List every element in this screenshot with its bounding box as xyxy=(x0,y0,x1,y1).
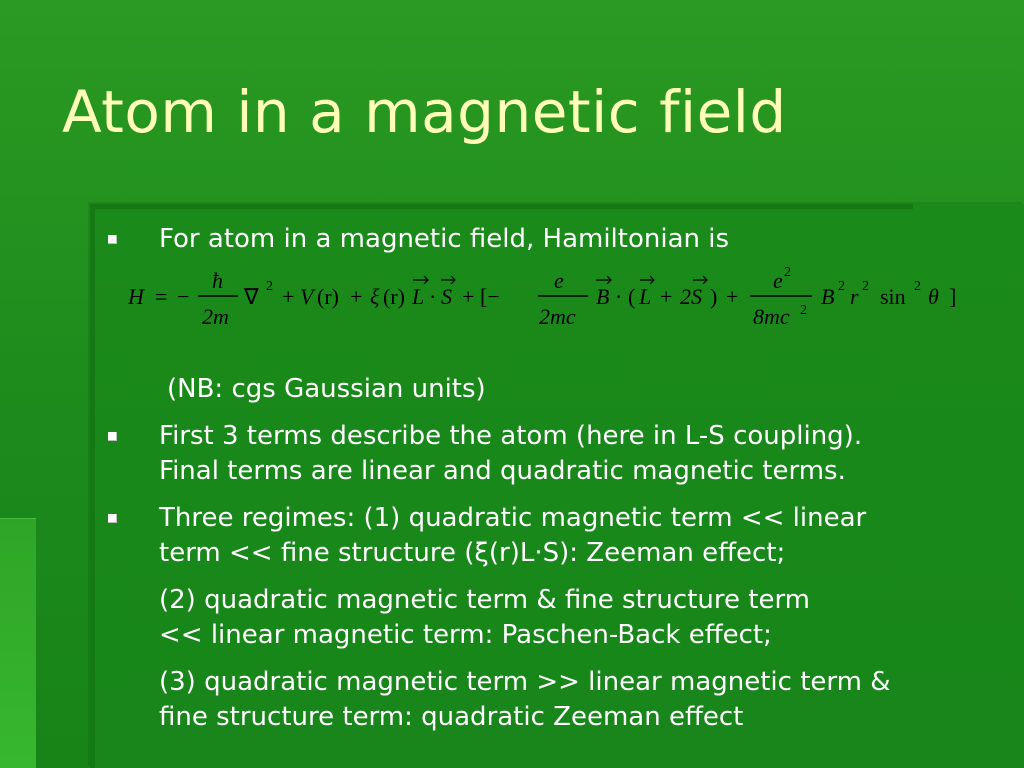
eq-plus-4: + xyxy=(660,284,673,309)
square-bullet-icon xyxy=(108,235,117,244)
eq-L-2: L xyxy=(639,284,652,309)
eq-r-2: (r) xyxy=(383,284,405,309)
eq-nabla: ∇ xyxy=(244,284,259,309)
square-bullet-icon xyxy=(108,514,117,523)
eq-paren-close: ) xyxy=(710,284,718,309)
bullet-text-regime-1-line-1: Three regimes: (1) quadratic magnetic term << linear xyxy=(159,503,867,533)
bullet-text-terms-line-2: Final terms are linear and quadratic magnetic terms. xyxy=(159,456,846,486)
bullet-text-terms-line-1: First 3 terms describe the atom (here in L-S coupling). xyxy=(159,421,863,451)
eq-plus-5: + xyxy=(726,284,739,309)
vector-arrow-icon xyxy=(640,276,654,284)
eq-B-sup: 2 xyxy=(838,279,845,294)
eq-2mc: 2mc xyxy=(539,304,576,329)
eq-r-3: r xyxy=(850,284,859,309)
eq-minus: − xyxy=(177,284,190,309)
eq-r-sup: 2 xyxy=(862,279,869,294)
eq-dot-2: · xyxy=(615,284,623,309)
eq-dot-1: · xyxy=(429,284,437,309)
eq-theta: θ xyxy=(928,284,939,309)
regime-2-line-2: << linear magnetic term: Paschen-Back effect; xyxy=(159,620,772,650)
eq-hbar: ħ xyxy=(212,268,223,293)
eq-B-1: B xyxy=(596,284,610,309)
eq-H: H xyxy=(128,284,144,309)
eq-sin-sup: 2 xyxy=(914,279,921,294)
eq-e-2: e xyxy=(773,268,783,293)
slide-title: Atom in a magnetic field xyxy=(62,78,787,146)
decorative-panel-left xyxy=(0,518,36,768)
eq-2S: 2S xyxy=(680,284,702,309)
vector-arrow-icon xyxy=(693,276,707,284)
equation-svg xyxy=(128,266,968,334)
eq-paren-open: ( xyxy=(628,284,636,309)
eq-mc-sup: 2 xyxy=(800,303,807,318)
eq-B-2: B xyxy=(821,284,835,309)
eq-plus-2: + xyxy=(350,284,363,309)
eq-equals: = xyxy=(155,284,168,309)
content-left-border xyxy=(90,204,95,768)
eq-xi: ξ xyxy=(370,284,380,309)
eq-plus-1: + xyxy=(282,284,295,309)
eq-nabla-sup: 2 xyxy=(266,279,273,294)
hamiltonian-equation xyxy=(128,266,968,334)
bullet-text-hamiltonian: For atom in a magnetic field, Hamiltonian is xyxy=(159,224,730,254)
regime-3-line-2: fine structure term: quadratic Zeeman effect xyxy=(159,702,744,732)
eq-L-1: L xyxy=(412,284,425,309)
square-bullet-icon xyxy=(108,432,117,441)
content-top-border xyxy=(90,204,913,209)
eq-S-1: S xyxy=(441,284,452,309)
eq-bracket-close: ] xyxy=(949,284,957,309)
regime-3-line-1: (3) quadratic magnetic term >> linear magnetic term & xyxy=(159,667,891,697)
vector-arrow-icon xyxy=(596,276,611,284)
eq-e-2-sup: 2 xyxy=(784,266,791,280)
note-text: (NB: cgs Gaussian units) xyxy=(167,374,486,404)
eq-8mc: 8mc xyxy=(753,304,790,329)
vector-arrow-icon xyxy=(413,276,428,284)
regime-2-line-1: (2) quadratic magnetic term & fine structure term xyxy=(159,585,811,615)
bullet-text-regime-1-line-2: term << fine structure (ξ(r)L·S): Zeeman effect; xyxy=(159,538,786,568)
eq-2m: 2m xyxy=(202,304,229,329)
eq-r-1: (r) xyxy=(317,284,339,309)
eq-V: V xyxy=(300,284,314,309)
eq-e-1: e xyxy=(554,268,564,293)
eq-sin: sin xyxy=(880,284,906,309)
eq-plus-3: + xyxy=(462,284,475,309)
eq-bracket-open: [− xyxy=(480,284,500,309)
vector-arrow-icon xyxy=(441,276,455,284)
